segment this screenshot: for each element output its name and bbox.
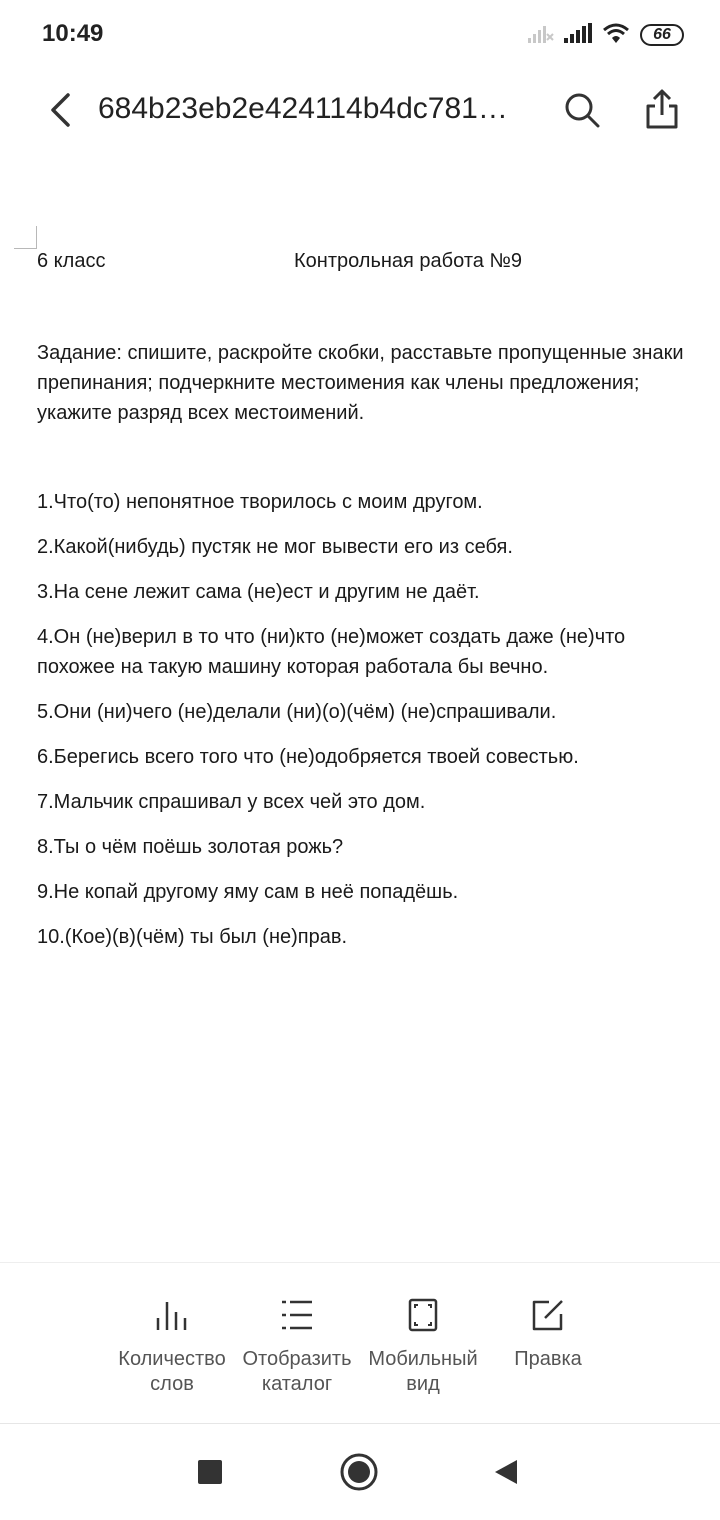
status-time: 10:49 [42, 20, 104, 47]
list-item: 8.Ты о чём поёшь золотая рожь? [37, 836, 344, 858]
home-icon [339, 1452, 379, 1492]
home-button[interactable] [337, 1450, 381, 1494]
list-item: 10.(Кое)(в)(чём) ты был (не)прав. [37, 926, 348, 948]
catalog-label-2: каталог [261, 1373, 333, 1395]
system-nav-bar [0, 1424, 720, 1520]
list-item: 5.Они (ни)чего (не)делали (ни)(о)(чём) (не)спрашивали. [37, 701, 557, 723]
list-item: 3.На сене лежит сама (не)ест и другим не даёт. [37, 581, 480, 603]
wifi-icon [602, 22, 630, 49]
signal-off-icon [528, 23, 554, 48]
edit-button[interactable] [483, 1295, 613, 1372]
share-icon [645, 89, 679, 129]
list-item: 4.Он (не)верил в то что (ни)кто (не)может создать даже (не)что похожее на такую машину которая работала бы вечно. [37, 626, 626, 678]
mobile-view-icon [408, 1298, 438, 1332]
back-triangle-icon [493, 1458, 519, 1486]
edit-label: Правка [514, 1348, 582, 1370]
edit-icon [531, 1298, 565, 1332]
back-button[interactable] [36, 86, 84, 134]
exercise-list [37, 487, 707, 967]
list-item: 7.Мальчик спрашивал у всех чей это дом. [37, 791, 426, 813]
list-item: 2.Какой(нибудь) пустяк не мог вывести его из себя. [37, 536, 513, 558]
word-count-label-1: Количество [118, 1348, 226, 1370]
bottom-toolbar [0, 1262, 720, 1424]
recents-button[interactable] [188, 1450, 232, 1494]
back-icon [48, 92, 72, 128]
class-label: 6 класс [37, 250, 106, 272]
mobile-view-button[interactable] [358, 1295, 488, 1397]
word-count-label-2: слов [150, 1373, 194, 1395]
share-button[interactable] [638, 84, 686, 134]
list-item: 9.Не копай другому яму сам в неё попадёшь. [37, 881, 459, 903]
list-icon [280, 1299, 314, 1331]
list-item: 1.Что(то) непонятное творилось с моим другом. [37, 491, 483, 513]
mobile-view-label-2: вид [406, 1373, 440, 1395]
catalog-label-1: Отобразить [242, 1348, 352, 1370]
list-item: 6.Берегись всего того что (не)одобряется твоей совестью. [37, 746, 579, 768]
page-corner-mark [14, 226, 37, 249]
task-text: Задание: спишите, раскройте скобки, расставьте пропущенные знаки препинания; подчеркните местоимения как члены предложения; укажите разряд всех местоимений. [37, 342, 684, 424]
mobile-view-label-1: Мобильный [368, 1348, 478, 1370]
signal-icon [564, 23, 592, 48]
search-button[interactable] [558, 86, 606, 134]
status-bar [0, 0, 720, 70]
recents-icon [198, 1460, 222, 1484]
work-title: Контрольная работа №9 [294, 250, 523, 272]
app-bar [0, 70, 720, 150]
status-icons [528, 20, 684, 50]
word-count-button[interactable] [107, 1295, 237, 1397]
system-back-button[interactable] [484, 1450, 528, 1494]
document-title: 684b23eb2e424114b4dc781… [98, 92, 508, 125]
bar-chart-icon [155, 1298, 189, 1332]
search-icon [564, 92, 600, 128]
show-catalog-button[interactable] [232, 1295, 362, 1397]
battery-icon: 66 [640, 24, 684, 46]
